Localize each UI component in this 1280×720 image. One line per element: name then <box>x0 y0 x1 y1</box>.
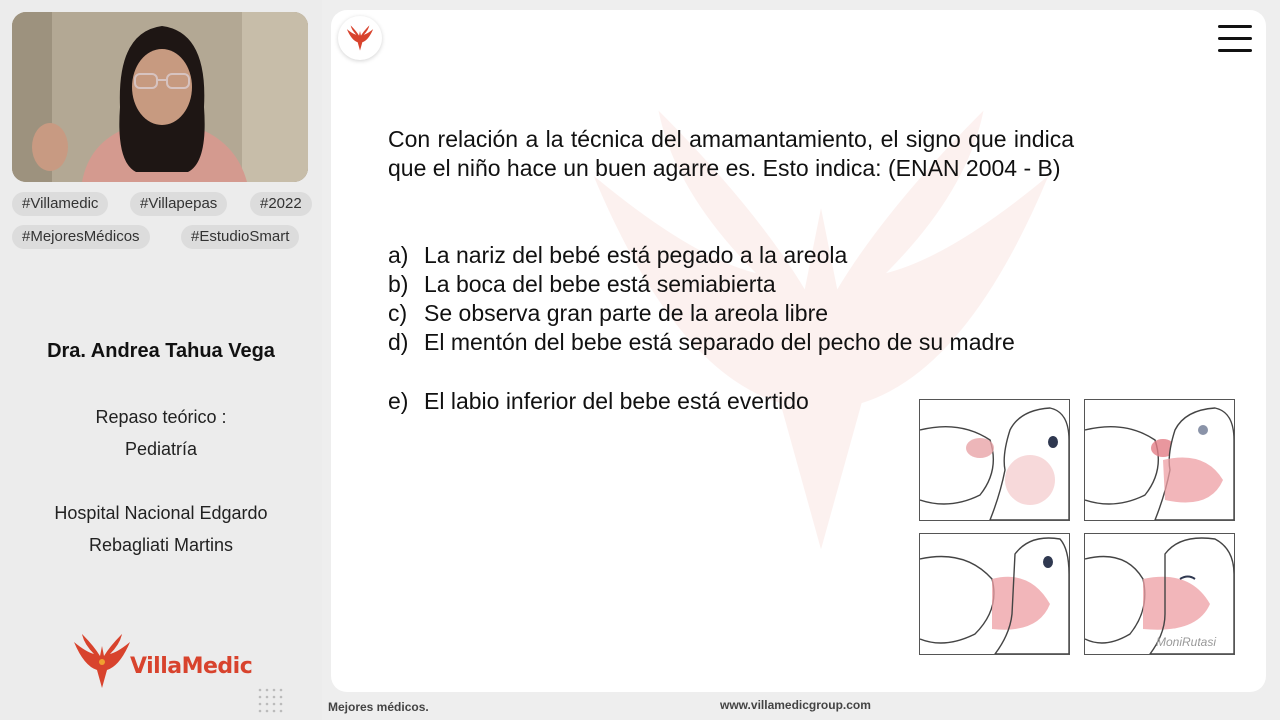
hospital-name-cont: Rebagliati Martins <box>88 535 234 555</box>
presenter-name: Dra. Andrea Tahua Vega <box>47 340 275 362</box>
hashtag-tag: #EstudioSmart <box>181 225 299 249</box>
option-letter: e) <box>388 388 409 414</box>
option-d <box>388 328 1068 357</box>
footer-slogan: Mejores médicos. <box>328 700 429 714</box>
hashtag-tag: #2022 <box>250 192 312 216</box>
option-text: Se observa gran parte de la areola libre <box>424 300 829 326</box>
hashtag-tag: #Villamedic <box>12 192 108 216</box>
course-title: Repaso teórico : <box>95 407 227 427</box>
option-letter: c) <box>388 300 408 326</box>
hospital-name: Hospital Nacional Edgardo <box>54 503 268 523</box>
presenter-panel <box>0 0 322 720</box>
slide-logo <box>338 16 382 60</box>
question-text: Con relación a la técnica del amamantamiento, el signo que indica que el niño hace un buen agarre es. Esto indica: (ENAN 2004 - B) <box>388 126 1074 181</box>
phoenix-logo-icon <box>70 632 134 690</box>
presenter-figure-icon <box>12 12 308 182</box>
course-subject: Pediatría <box>124 439 198 459</box>
breastfeeding-illustration-icon <box>1085 400 1234 520</box>
latch-illustration-1 <box>919 399 1070 521</box>
breastfeeding-illustration-icon <box>920 534 1069 654</box>
breastfeeding-illustration-icon <box>920 400 1069 520</box>
option-text: El labio inferior del bebe está evertido <box>424 388 809 414</box>
illustration-signature: MoniRutasi <box>1156 635 1217 649</box>
brand-name: VillaMedic <box>130 654 253 679</box>
option-text: El mentón del bebe está separado del pecho de su madre <box>424 329 1015 355</box>
hashtag-tag: #Villapepas <box>130 192 227 216</box>
option-a <box>388 241 1068 270</box>
latch-illustration-2 <box>1084 399 1235 521</box>
hamburger-menu-icon[interactable] <box>1218 25 1252 53</box>
footer-website: www.villamedicgroup.com <box>720 698 871 712</box>
option-text: La nariz del bebé está pegado a la areola <box>424 242 848 268</box>
option-c <box>388 299 1068 328</box>
option-b <box>388 270 1068 299</box>
phoenix-logo-icon <box>345 24 375 52</box>
decorative-dots <box>258 688 288 716</box>
option-letter: b) <box>388 271 409 297</box>
option-text: La boca del bebe está semiabierta <box>424 271 776 297</box>
webcam-video <box>12 12 308 182</box>
slide-panel <box>331 10 1266 692</box>
villamedic-brand <box>70 632 270 692</box>
hashtag-tag: #MejoresMédicos <box>12 225 150 249</box>
option-letter: d) <box>388 329 409 355</box>
latch-illustration-3 <box>919 533 1070 655</box>
option-letter: a) <box>388 242 409 268</box>
